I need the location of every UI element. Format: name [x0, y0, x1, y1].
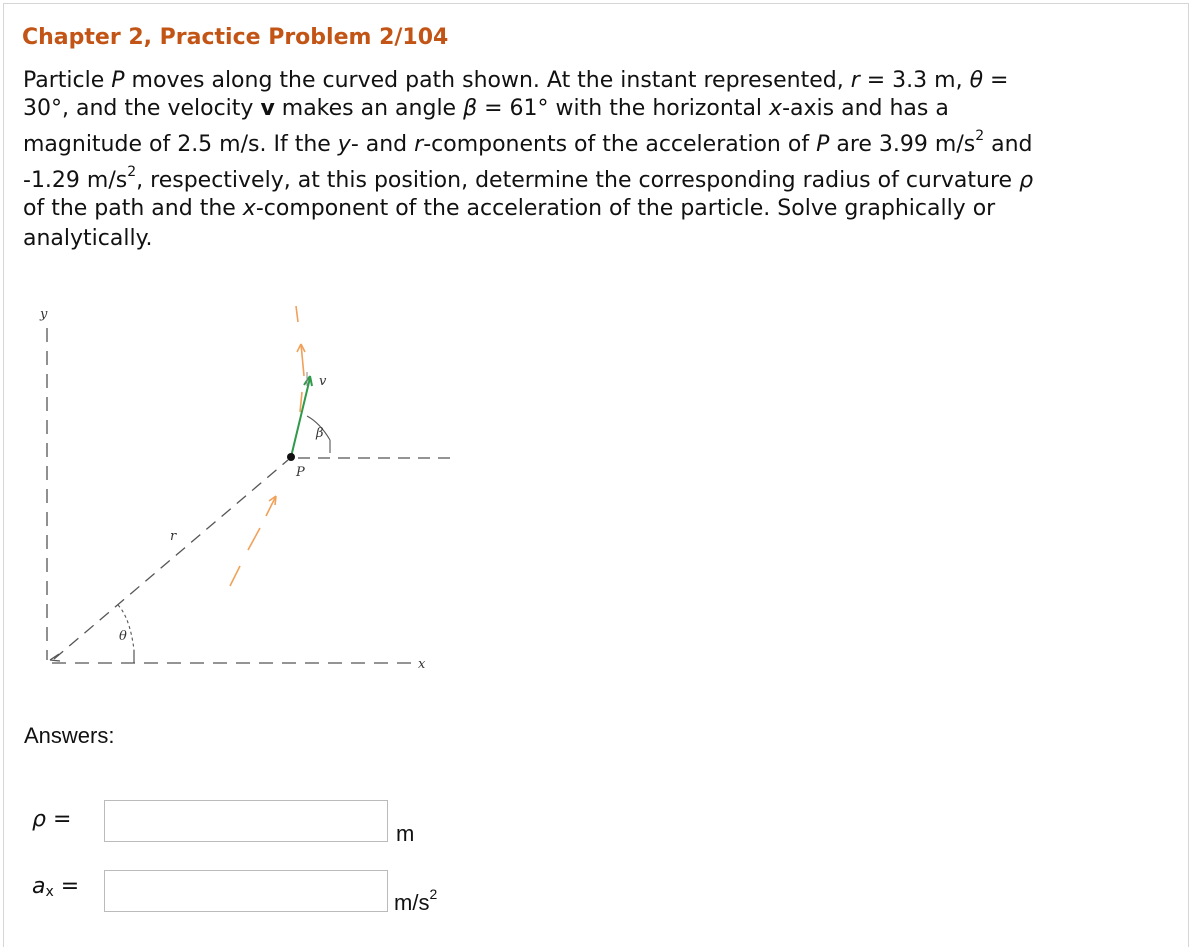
- text-run: Particle: [23, 68, 112, 93]
- rho-answer-input[interactable]: [104, 800, 388, 842]
- problem-line-5: [23, 193, 1168, 225]
- superscript: 2: [975, 127, 985, 144]
- ax-subscript: x: [45, 884, 54, 900]
- r-label: r: [170, 529, 177, 544]
- text-run: -components of the acceleration of: [423, 132, 817, 157]
- symbol-x: x: [769, 96, 783, 121]
- text-run: makes an angle: [274, 96, 464, 121]
- p-label: P: [296, 465, 305, 480]
- problem-line-6: analytically.: [23, 226, 153, 251]
- ax-answer-input[interactable]: [104, 870, 388, 912]
- rho-equals: =: [45, 807, 72, 832]
- problem-statement: [23, 65, 1168, 255]
- text-run: -component of the acceleration of the particle. Solve graphically or: [255, 196, 996, 221]
- text-run: and: [984, 132, 1033, 157]
- text-run: of the path and the: [23, 196, 243, 221]
- text-run: = 61° with the horizontal: [477, 96, 770, 121]
- text-run: =: [983, 68, 1009, 93]
- ax-unit: [394, 885, 438, 916]
- particle-p-dot: [287, 453, 295, 461]
- problem-title: Chapter 2, Practice Problem 2/104: [22, 25, 449, 50]
- y-axis-label: y: [40, 307, 48, 322]
- symbol-y: y: [337, 132, 351, 157]
- theta-label: θ: [119, 629, 127, 644]
- ax-equals: =: [53, 874, 80, 899]
- path-curve-upper: [296, 306, 304, 412]
- beta-label: β: [316, 426, 324, 441]
- ax-unit-superscript: 2: [429, 885, 438, 902]
- text-run: -axis and has a: [782, 96, 949, 121]
- symbol-p: P: [111, 68, 125, 93]
- symbol-v: v: [260, 96, 275, 121]
- x-axis-label: x: [418, 657, 426, 672]
- symbol-p: P: [816, 132, 830, 157]
- velocity-vector: [291, 378, 310, 457]
- text-run: - and: [350, 132, 415, 157]
- rho-unit: m: [396, 821, 415, 846]
- path-curve-lower: [230, 496, 276, 586]
- text-run: -1.29 m/s: [23, 168, 128, 193]
- rho-symbol: ρ: [32, 807, 46, 832]
- problem-line-3: [23, 129, 1168, 161]
- answers-label: Answers:: [24, 723, 115, 748]
- problem-line-2: [23, 93, 1168, 125]
- text-run: moves along the curved path shown. At the instant represented,: [124, 68, 851, 93]
- symbol-r: r: [414, 132, 424, 157]
- symbol-x: x: [242, 196, 256, 221]
- symbol-beta: β: [463, 96, 478, 121]
- symbol-r: r: [850, 68, 860, 93]
- rho-answer-label: [32, 807, 71, 832]
- text-run: are 3.99 m/s: [829, 132, 976, 157]
- text-run: 30°, and the velocity: [23, 96, 261, 121]
- text-run: = 3.3 m,: [859, 68, 970, 93]
- radial-line-r: [54, 460, 288, 659]
- v-label: v: [319, 374, 327, 389]
- symbol-theta: θ: [969, 68, 984, 93]
- symbol-rho: ρ: [1019, 168, 1034, 193]
- text-run: magnitude of 2.5 m/s. If the: [23, 132, 338, 157]
- problem-figure: [30, 288, 460, 688]
- text-run: , respectively, at this position, determine the corresponding radius of curvature: [136, 168, 1020, 193]
- ax-symbol: a: [32, 874, 46, 899]
- ax-unit-base: m/s: [394, 890, 430, 915]
- ax-answer-label: [32, 874, 79, 899]
- superscript: 2: [127, 163, 137, 180]
